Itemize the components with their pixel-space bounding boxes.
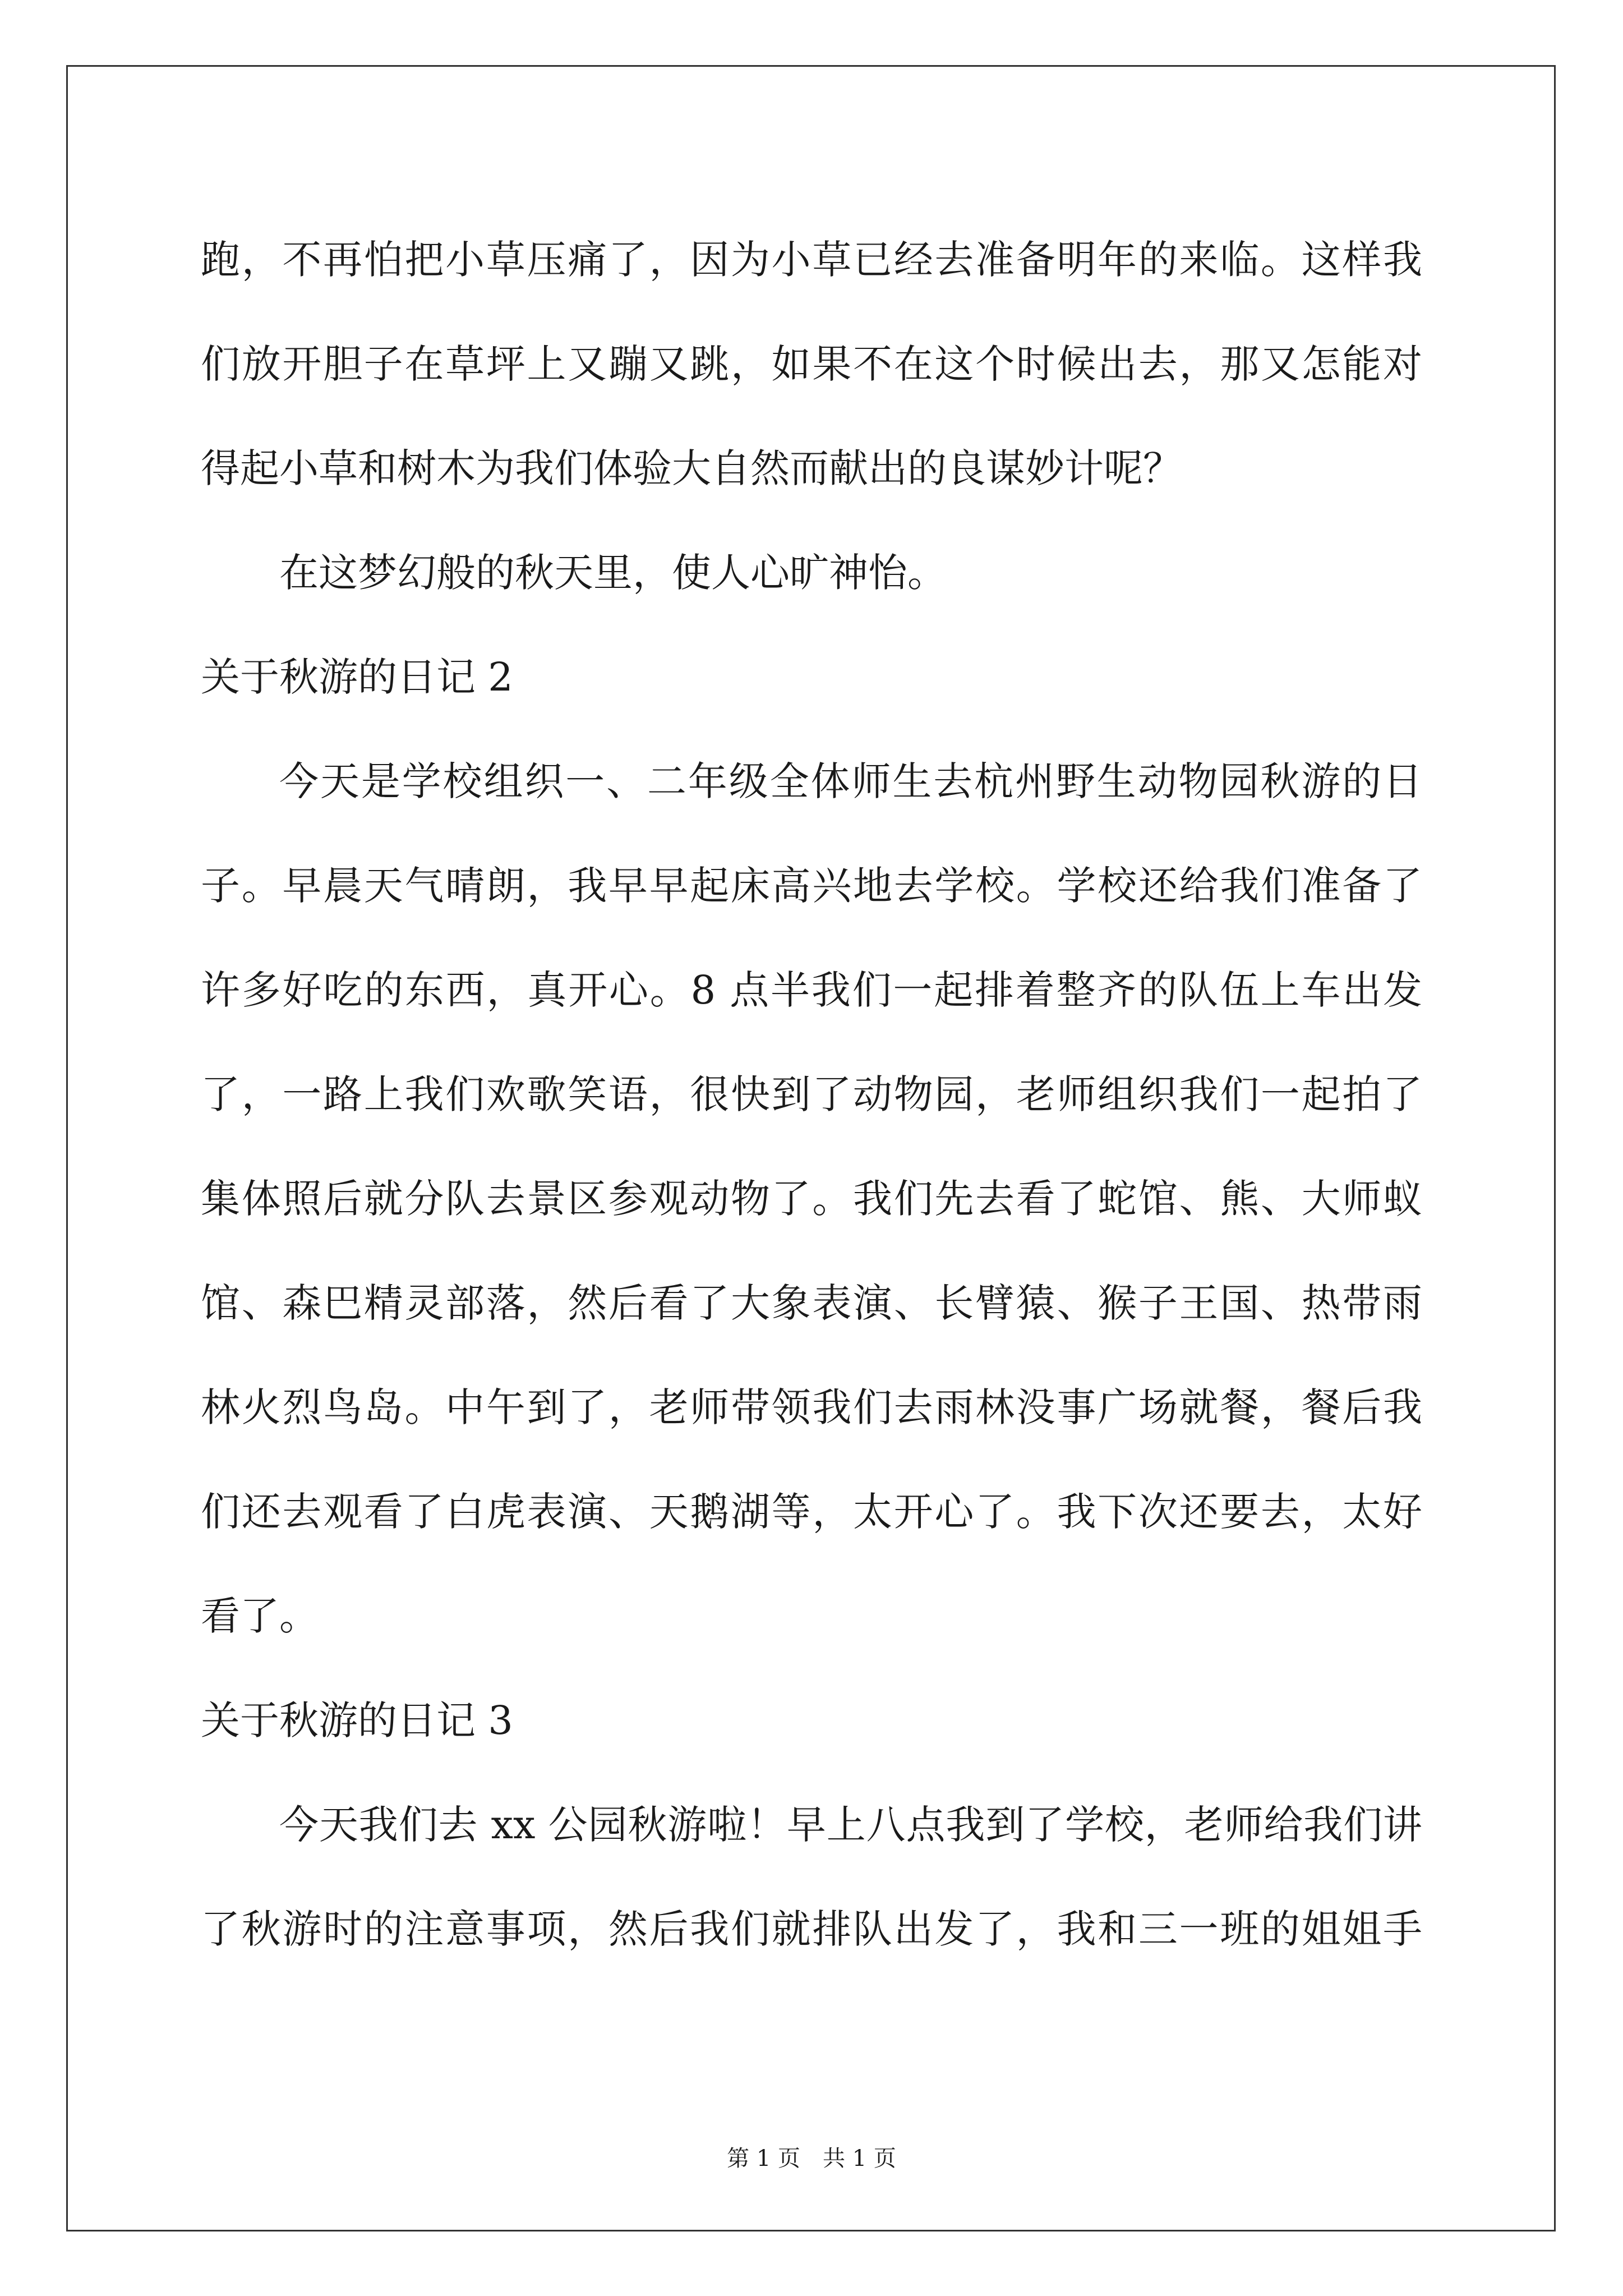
paragraph-line: 馆、森巴精灵部落，然后看了大象表演、长臂猿、猴子王国、热带雨 [201,1280,1422,1326]
page-number: 第 1 页 [727,2146,800,2171]
paragraph-line: 跑，不再怕把小草压痛了，因为小草已经去准备明年的来临。这样我 [201,237,1422,283]
page-footer [0,2142,1623,2175]
section-heading: 关于秋游的日记 3 [201,1697,513,1743]
section-heading: 关于秋游的日记 2 [201,654,513,700]
paragraph-line: 得起小草和树木为我们体验大自然而献出的良谋妙计呢？ [201,445,1182,491]
paragraph-line: 了秋游时的注意事项，然后我们就排队出发了，我和三一班的姐姐手 [201,1906,1422,1952]
document-body [201,208,1422,1981]
paragraph-line: 了，一路上我们欢歌笑语，很快到了动物园，老师组织我们一起拍了 [201,1071,1422,1117]
paragraph-line: 集体照后就分队去景区参观动物了。我们先去看了蛇馆、熊、大师蚁 [201,1176,1422,1222]
page-total: 共 1 页 [823,2146,896,2171]
paragraph-line: 看了。 [201,1593,319,1639]
paragraph-line: 许多好吃的东西，真开心。8 点半我们一起排着整齐的队伍上车出发 [201,967,1422,1013]
paragraph-line: 们还去观看了白虎表演、天鹅湖等，太开心了。我下次还要去，太好 [201,1489,1422,1535]
paragraph-line: 子。早晨天气晴朗，我早早起床高兴地去学校。学校还给我们准备了 [201,863,1422,909]
paragraph-line: 在这梦幻般的秋天里，使人心旷神怡。 [279,550,947,596]
paragraph-line: 林火烈鸟岛。中午到了，老师带领我们去雨林没事广场就餐，餐后我 [201,1384,1422,1430]
paragraph-line: 今天是学校组织一、二年级全体师生去杭州野生动物园秋游的日 [279,758,1422,804]
paragraph-line: 今天我们去 xx 公园秋游啦！早上八点我到了学校，老师给我们讲 [279,1802,1422,1848]
paragraph-line: 们放开胆子在草坪上又蹦又跳，如果不在这个时候出去，那又怎能对 [201,341,1422,387]
